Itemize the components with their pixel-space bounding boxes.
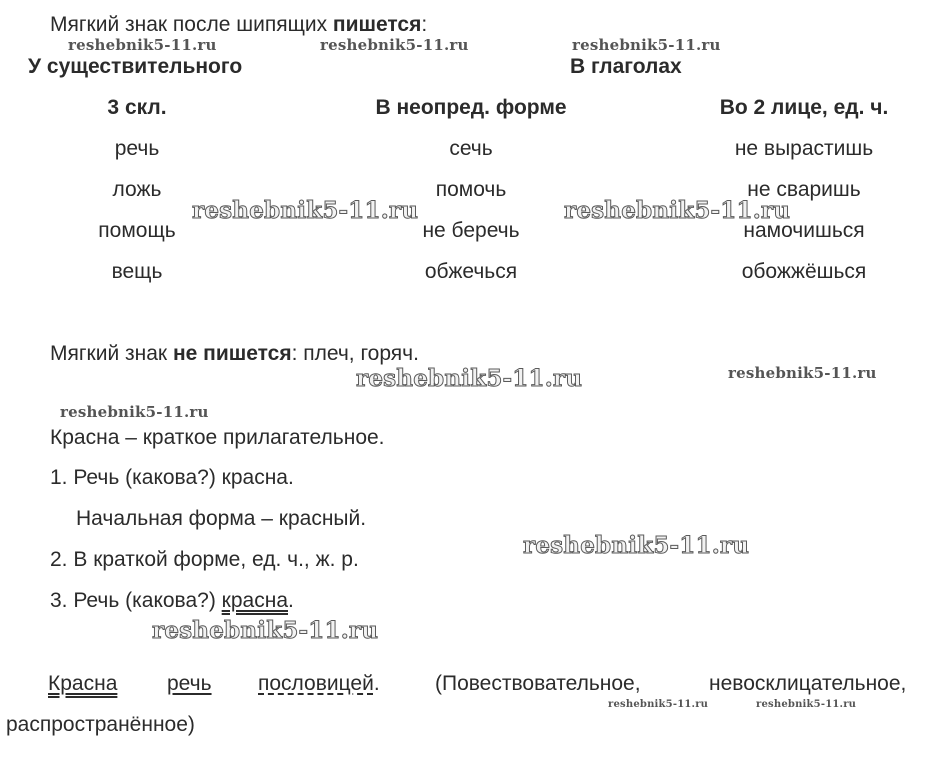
sentence-type-2: невосклицательное, xyxy=(709,672,907,695)
watermark: reshebnik5-11.ru xyxy=(356,365,583,392)
column-title-second-person: Во 2 лице, ед. ч. xyxy=(719,96,889,119)
not-written-rule: Мягкий знак не пишется: плеч, горяч. xyxy=(50,342,419,365)
watermark: reshebnik5-11.ru xyxy=(68,36,217,54)
rule-heading: Мягкий знак после шипящих пишется: xyxy=(50,13,428,36)
word-infinitive-2: помочь xyxy=(435,178,507,201)
group-noun: У существительного xyxy=(28,55,243,78)
word-second-person-1: не вырастишь xyxy=(734,137,874,160)
analysis-item-1: 1. Речь (какова?) красна. xyxy=(50,466,294,489)
predicate-word: красна xyxy=(221,589,288,612)
watermark: reshebnik5-11.ru xyxy=(192,197,419,224)
word-noun-3: помощь xyxy=(98,219,176,242)
watermark: reshebnik5-11.ru xyxy=(608,699,709,710)
word-infinitive-4: обжечься xyxy=(424,260,518,283)
sentence-type-3: распространённое) xyxy=(6,713,195,736)
word-noun-2: ложь xyxy=(112,178,162,201)
watermark: reshebnik5-11.ru xyxy=(756,699,857,710)
analysis-item-3: 3. Речь (какова?) красна. xyxy=(50,589,294,612)
analysis-item-1-sub: Начальная форма – красный. xyxy=(76,507,367,530)
word-infinitive-1: сечь xyxy=(449,137,493,160)
sentence-predicate: Красна xyxy=(48,672,118,695)
word-noun-1: речь xyxy=(114,137,160,160)
watermark: reshebnik5-11.ru xyxy=(320,36,469,54)
watermark: reshebnik5-11.ru xyxy=(152,617,379,644)
sentence-type-1: (Повествовательное, xyxy=(435,672,641,695)
word-infinitive-3: не беречь xyxy=(422,219,520,242)
word-second-person-3: намочишься xyxy=(743,219,865,242)
watermark: reshebnik5-11.ru xyxy=(564,197,791,224)
watermark: reshebnik5-11.ru xyxy=(60,403,209,421)
sentence-subject: речь xyxy=(167,672,212,695)
word-second-person-4: обожжёшься xyxy=(741,260,867,283)
watermark: reshebnik5-11.ru xyxy=(728,364,877,382)
watermark: reshebnik5-11.ru xyxy=(523,532,750,559)
word-second-person-2: не сваришь xyxy=(747,178,861,201)
word-noun-4: вещь xyxy=(111,260,163,283)
column-title-declension: 3 скл. xyxy=(107,96,167,119)
sentence-word-3: пословицей. xyxy=(258,672,380,695)
group-verb: В глаголах xyxy=(570,55,682,78)
watermark: reshebnik5-11.ru xyxy=(572,36,721,54)
analysis-item-2: 2. В краткой форме, ед. ч., ж. р. xyxy=(50,548,359,571)
column-title-infinitive: В неопред. форме xyxy=(375,96,567,119)
adjective-note: Красна – краткое прилагательное. xyxy=(50,426,385,449)
